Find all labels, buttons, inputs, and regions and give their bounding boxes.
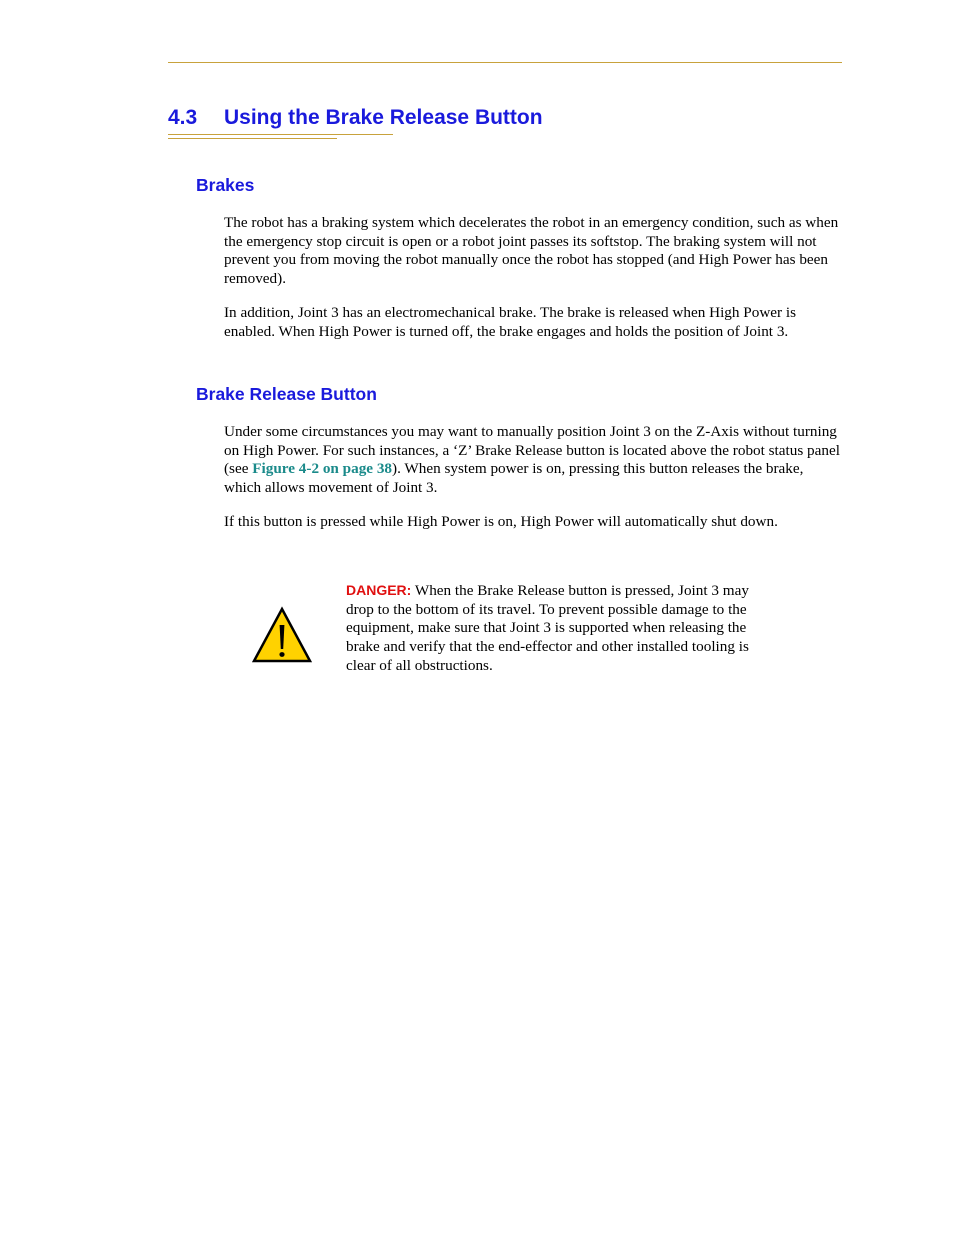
header-rule: [168, 62, 842, 63]
brake-release-text-after: ). When system power is on, pressing this button releases the brake, which allows movement of Joint 3.: [224, 460, 804, 497]
title-underline-short: [168, 138, 337, 139]
warning-triangle-icon: [251, 606, 313, 664]
section-number: 4.3: [168, 106, 198, 129]
title-underline-long: [168, 134, 393, 135]
brake-release-paragraph-1: [224, 423, 840, 498]
section-title: [168, 104, 543, 132]
brake-release-text-before: Under some circumstances you may want to manually position Joint 3 on the Z-Axis without turning on High Power. For such instances, a ‘Z’ Brake Release button is located above the robot status panel (see: [224, 423, 840, 478]
danger-notice: [346, 581, 750, 676]
section-title-text: Using the Brake Release Button: [224, 106, 543, 129]
danger-text: When the Brake Release button is pressed, Joint 3 may drop to the bottom of its travel. To prevent possible damage to the equipment, make sure that Joint 3 is supported when releasing the brake and verify that the end-effector and other installed tooling is clear of all obstructions.: [346, 582, 749, 674]
brake-release-paragraph-2: If this button is pressed while High Power is on, High Power will automatically shut down.: [224, 513, 778, 530]
danger-label: DANGER:: [346, 582, 412, 598]
brakes-paragraph-1: The robot has a braking system which decelerates the robot in an emergency condition, such as when the emergency stop circuit is open or a robot joint passes its softstop. The braking system will not prevent you from moving the robot manually once the robot has stopped (and High Power has been removed).: [224, 214, 839, 288]
brake-release-heading: Brake Release Button: [196, 384, 377, 404]
figure-cross-reference-link[interactable]: Figure 4-2 on page 38: [252, 460, 393, 478]
brakes-paragraph-2: In addition, Joint 3 has an electromechanical brake. The brake is released when High Power is enabled. When High Power is turned off, the brake engages and holds the position of Joint 3.: [224, 304, 797, 340]
brakes-heading: Brakes: [196, 175, 255, 195]
